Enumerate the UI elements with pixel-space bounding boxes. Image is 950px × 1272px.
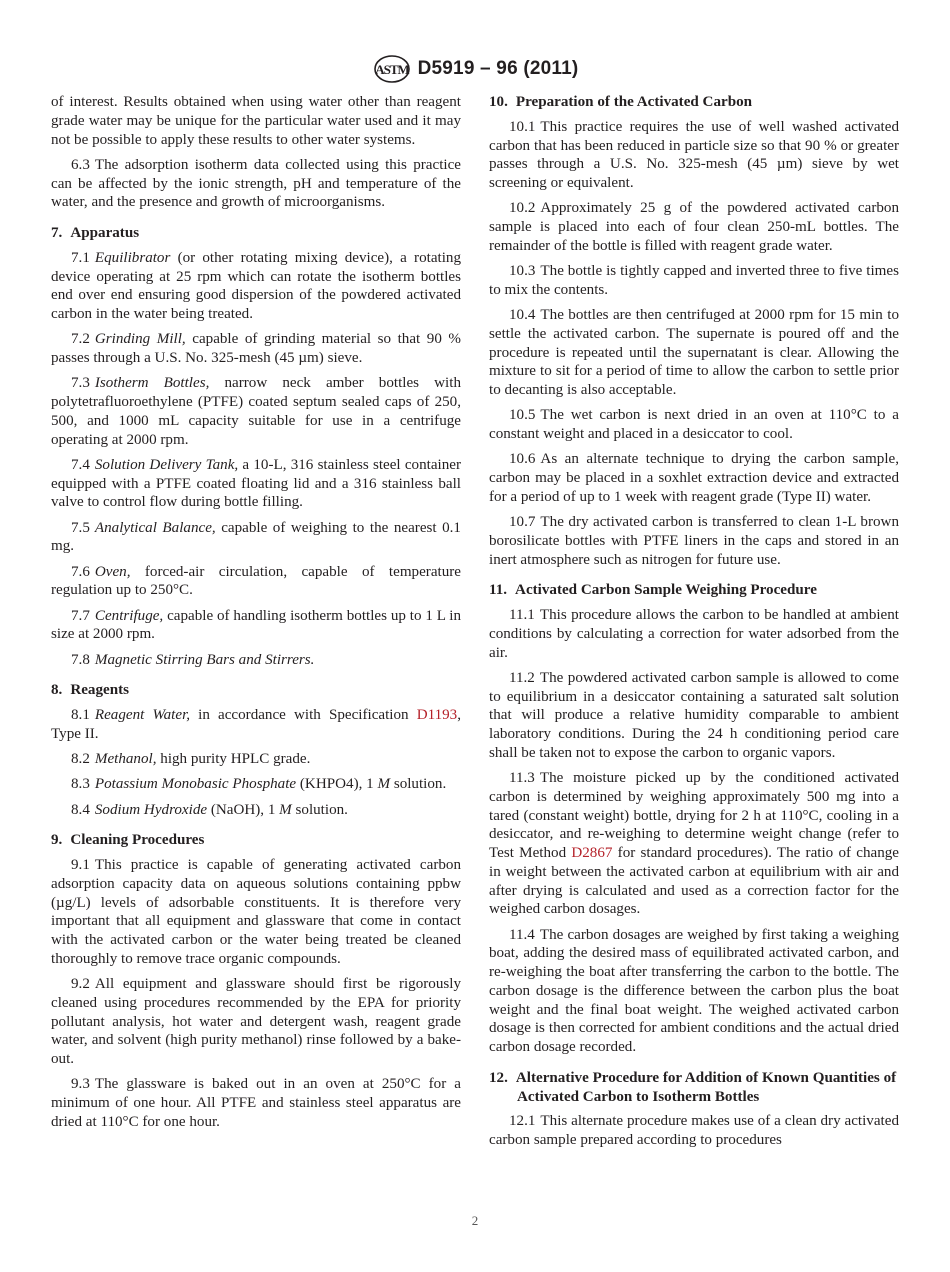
document-id: D5919 – 96 (2011)	[417, 58, 579, 79]
reference-link-d2867[interactable]: D2867	[571, 845, 613, 861]
section-heading-9: 9. Cleaning Procedures	[51, 832, 205, 849]
paragraph-11-2: 11.2 The powdered activated carbon sample is allowed to come to equilibrium in a desiccator containing a saturated salt solution that will produce a relative humidity comparable to ambient laboratory conditions. During the 24 h conditioning period care shall be taken not to expose the carbon to organic vapors.	[489, 669, 899, 761]
section-heading-8: 8. Reagents	[51, 682, 130, 699]
section-heading-10: 10. Preparation of the Activated Carbon	[489, 94, 753, 110]
paragraph-6-3: 6.3 The adsorption isotherm data collected using this practice can be affected by the ionic strength, pH and temperature of the water, and the presence and growth of microorganisms.	[51, 156, 461, 211]
section-heading-12: 12. Alternative Procedure for Addition of Known Quantities of Activated Carbon to Isotherm Bottles	[489, 1069, 897, 1105]
page-header	[0, 54, 950, 84]
paragraph-10-1: 10.1 This practice requires the use of well washed activated carbon that has been reduced in particle size so that 90 % or greater passes through a U.S. No. 325-mesh (45 µm) sieve by wet screening or equivalent.	[489, 118, 899, 191]
reference-link-d1193[interactable]: D1193	[416, 707, 458, 723]
paragraph-11-3: 11.3 The moisture picked up by the conditioned activated carbon is determined by weighing approximately 500 mg into a tared (constant weight) bottle, drying for 2 h at 110°C, cooling in a desiccator, and re-weighing to determine weight change (refer to Test Method D2867 for standard procedures). The ratio of change in weight between the activated carbon at equilibrium with air and after drying is calculated and used as a correction factor for the weighed carbon dosages.	[489, 770, 899, 918]
paragraph-10-6: 10.6 As an alternate technique to drying the carbon sample, carbon may be placed in a soxhlet extraction device and extracted for a period of up to 1 week with reagent grade (Type II) water.	[489, 451, 899, 505]
paragraph-7-6: 7.6 Oven, forced-air circulation, capable of temperature regulation up to 250°C.	[51, 563, 461, 599]
paragraph-9-3: 9.3 The glassware is baked out in an oven at 250°C for a minimum of one hour. All PTFE and stainless steel apparatus are dried at 110°C for one hour.	[51, 1076, 461, 1130]
paragraph-11-4: 11.4 The carbon dosages are weighed by first taking a weighing boat, adding the desired mass of equilibrated activated carbon, and re-weighing the boat after transferring the carbon to the bottle. The carbon dosage is the difference between the carbon plus the boat weight and the final boat weight. The weighed activated carbon dosage is then corrected for ambient conditions and the actual dried carbon dosage recorded.	[489, 926, 899, 1055]
paragraph-10-7: 10.7 The dry activated carbon is transferred to clean 1-L brown borosilicate bottles with PTFE liners in the caps and stored in an inert atmosphere such as nitrogen for future use.	[489, 514, 899, 568]
paragraph-continuation: of interest. Results obtained when using water other than reagent grade water may be unique for the particular water used and it may not be possible to apply these results to other water systems.	[51, 94, 461, 148]
paragraph-7-3: 7.3 Isotherm Bottles, narrow neck amber bottles with polytetrafluoroethylene (PTFE) coated septum sealed caps of 250, 500, and 1000 mL capacity suitable for use in a centrifuge operating at 2000 rpm.	[51, 375, 461, 448]
paragraph-8-1: 8.1 Reagent Water, in accordance with Specification D1193, Type II.	[51, 707, 462, 742]
paragraph-11-1: 11.1 This procedure allows the carbon to be handled at ambient conditions by calculating a correction for water adsorbed from the air.	[489, 607, 899, 661]
paragraph-10-5: 10.5 The wet carbon is next dried in an oven at 110°C to a constant weight and placed in a desiccator to cool.	[489, 407, 899, 442]
astm-logo-icon	[372, 54, 412, 84]
paragraph-8-2: 8.2 Methanol, high purity HPLC grade.	[71, 751, 311, 767]
paragraph-7-2: 7.2 Grinding Mill, capable of grinding material so that 90 % passes through a U.S. No. 325-mesh (45 µm) sieve.	[51, 331, 461, 366]
paragraph-7-8: 7.8 Magnetic Stirring Bars and Stirrers.	[71, 651, 315, 668]
paragraph-8-3: 8.3 Potassium Monobasic Phosphate (KHPO4), 1 M solution.	[71, 776, 447, 793]
paragraph-10-4: 10.4 The bottles are then centrifuged at 2000 rpm for 15 min to settle the activated carbon. The supernate is poured off and the procedure is repeated until the supernatant is clear. Allowing the mixture to sit for a period of time to allow the carbon to settle prior to decanting is also acceptable.	[489, 307, 899, 398]
left-column	[51, 93, 461, 1138]
paragraph-10-3: 10.3 The bottle is tightly capped and inverted three to five times to mix the contents.	[489, 263, 899, 298]
paragraph-7-4: 7.4 Solution Delivery Tank, a 10-L, 316 stainless steel container equipped with a PTFE coated floating lid and a 316 stainless ball valve to control flow during bottle filling.	[51, 456, 461, 511]
page-number: 2	[471, 1213, 479, 1228]
paragraph-10-2: 10.2 Approximately 25 g of the powdered activated carbon sample is placed into each of four clean 250-mL bottles. The remainder of the bottle is filled with reagent grade water.	[489, 200, 899, 254]
section-heading-11: 11. Activated Carbon Sample Weighing Procedure	[489, 582, 817, 599]
paragraph-8-4: 8.4 Sodium Hydroxide (NaOH), 1 M solution.	[71, 801, 348, 818]
right-column	[489, 93, 899, 1156]
paragraph-9-1: 9.1 This practice is capable of generating activated carbon adsorption capacity data on aqueous solutions containing ppbw (µg/L) levels of adsorbable constituents. It is therefore very important that all equipment and glassware that come in contact with the activated carbon or the water being treated be cleaned thoroughly to remove trace organic compounds.	[51, 857, 461, 967]
paragraph-9-2: 9.2 All equipment and glassware should first be rigorously cleaned using procedures recommended by the EPA for priority pollutant analysis, hot water and detergent wash, reagent grade water, and solvent (high purity methanol) rinse followed by a bake-out.	[51, 976, 461, 1067]
svg-text:ASTM: ASTM	[374, 62, 409, 77]
paragraph-7-1: 7.1 Equilibrator (or other rotating mixing device), a rotating device operating at 25 rpm which can rotate the isotherm bottles end over end ensuring good dispersion of the powdered activated carbon in the water being treated.	[51, 249, 461, 322]
paragraph-7-5: 7.5 Analytical Balance, capable of weighing to the nearest 0.1 mg.	[51, 519, 461, 555]
section-heading-7: 7. Apparatus	[51, 225, 140, 241]
paragraph-12-1: 12.1 This alternate procedure makes use of a clean dry activated carbon sample prepared according to procedures	[489, 1113, 899, 1148]
paragraph-7-7: 7.7 Centrifuge, capable of handling isotherm bottles up to 1 L in size at 2000 rpm.	[51, 607, 461, 643]
